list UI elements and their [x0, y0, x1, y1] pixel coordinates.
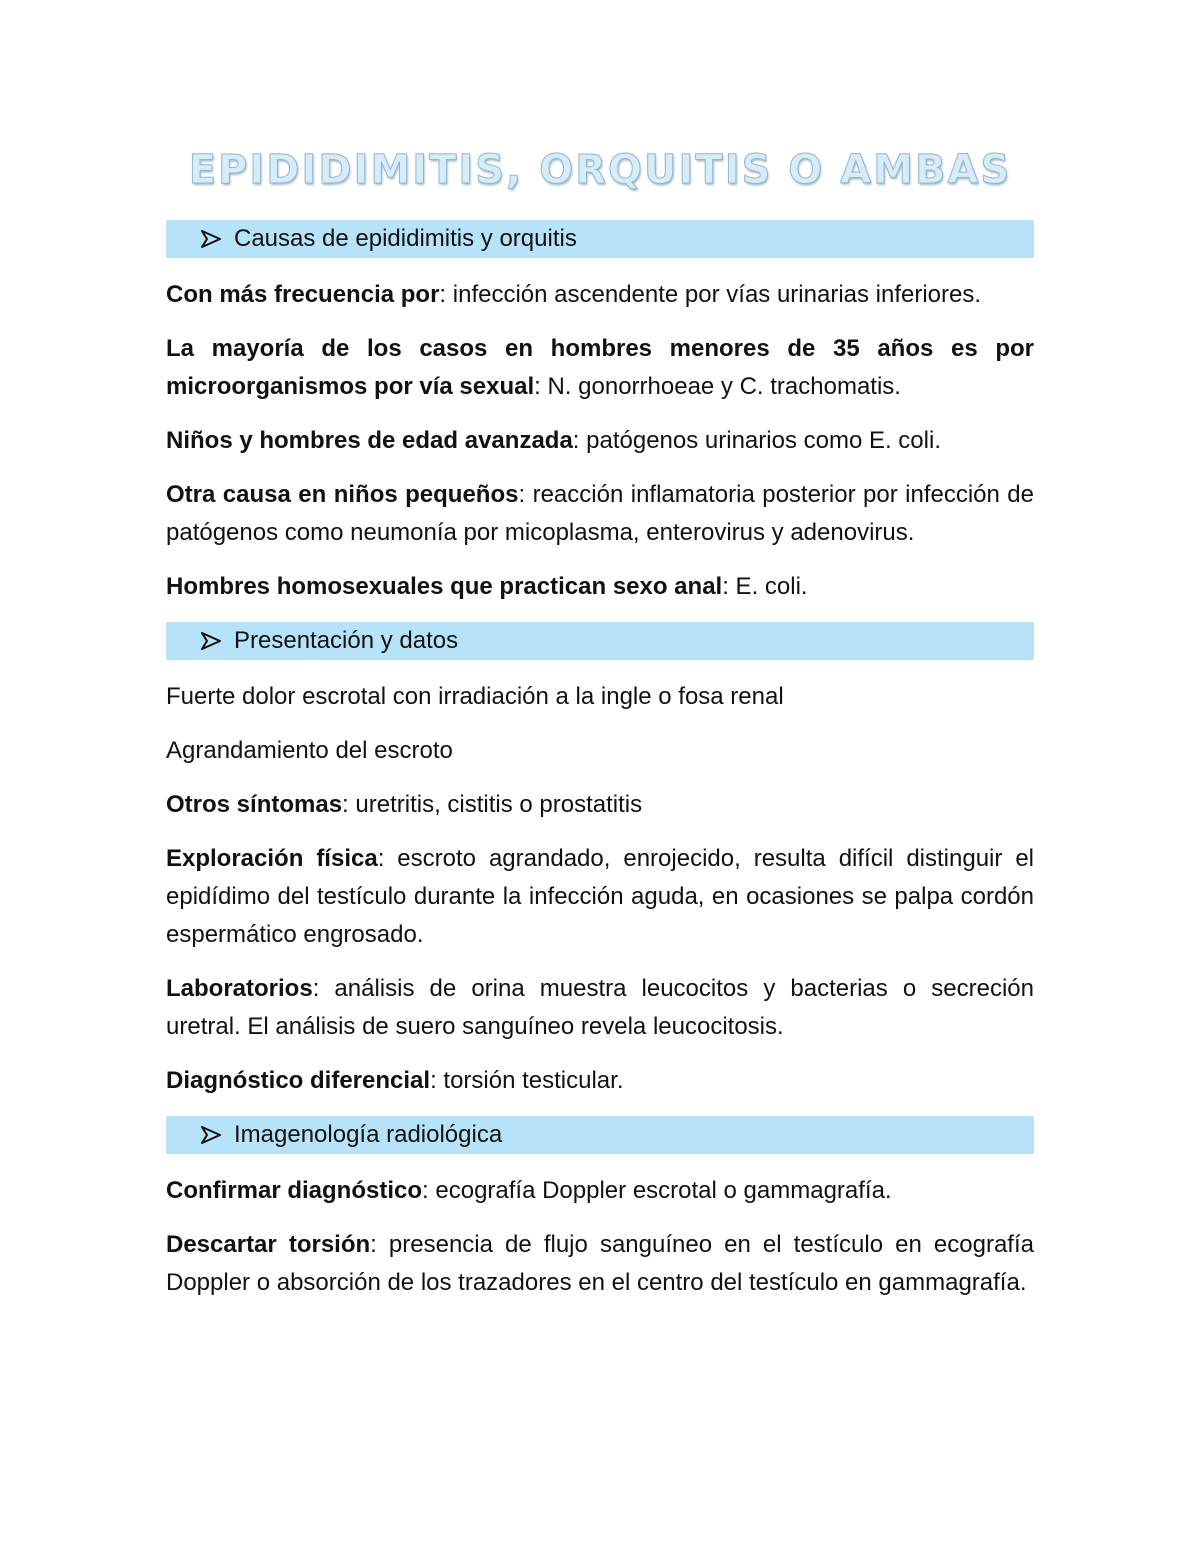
paragraph-label: Niños y hombres de edad avanzada — [166, 427, 573, 454]
paragraph-label: Diagnóstico diferencial — [166, 1067, 431, 1094]
paragraph — [166, 422, 1034, 460]
document-page — [166, 140, 1034, 1318]
paragraph-label: Con más frecuencia por — [166, 281, 440, 308]
paragraph-text: : uretritis, cistitis o prostatitis — [342, 791, 643, 818]
arrow-bullet-icon — [200, 1125, 222, 1145]
paragraph — [166, 1226, 1034, 1302]
paragraph-label: La mayoría de los casos en hombres menores de 35 años es por microorganismos por vía sexual — [166, 335, 1034, 400]
paragraph — [166, 276, 1034, 314]
paragraph — [166, 1062, 1034, 1100]
paragraph-label: Exploración física — [166, 845, 378, 872]
paragraph-text: : escroto agrandado, enrojecido, resulta difícil distinguir el epidídimo del testículo durante la infección aguda, en ocasiones se palpa cordón espermático engrosado. — [166, 845, 1034, 948]
paragraph-text: : patógenos urinarios como E. coli. — [572, 427, 941, 454]
paragraph — [166, 568, 1034, 606]
arrow-bullet-icon — [200, 631, 222, 651]
paragraph-label: Hombres homosexuales que practican sexo anal — [166, 573, 723, 600]
section-heading-imagenologia — [166, 1116, 1034, 1154]
paragraph — [166, 786, 1034, 824]
paragraph — [166, 1172, 1034, 1210]
section-heading-label: Causas de epididimitis y orquitis — [234, 225, 577, 252]
paragraph — [166, 732, 1034, 770]
paragraph-text: : reacción inflamatoria posterior por infección de patógenos como neumonía por micoplasma, enterovirus y adenovirus. — [166, 481, 1034, 546]
paragraph-label: Otros síntomas — [166, 791, 343, 818]
section-heading-presentacion — [166, 622, 1034, 660]
paragraph — [166, 330, 1034, 406]
paragraph — [166, 840, 1034, 954]
paragraph-label: Otra causa en niños pequeños — [166, 481, 519, 508]
paragraph-text: Agrandamiento del escroto — [166, 737, 453, 764]
section-heading-label: Presentación y datos — [234, 627, 459, 654]
paragraph — [166, 678, 1034, 716]
paragraph-label: Confirmar diagnóstico — [166, 1177, 423, 1204]
arrow-bullet-icon — [200, 229, 222, 249]
paragraph-text: : ecografía Doppler escrotal o gammagrafía. — [422, 1177, 892, 1204]
paragraph — [166, 476, 1034, 552]
paragraph-label: Laboratorios — [166, 975, 313, 1002]
paragraph-text: : E. coli. — [722, 573, 808, 600]
paragraph-label: Descartar torsión — [166, 1231, 371, 1258]
section-heading-label: Imagenología radiológica — [234, 1121, 503, 1148]
page-title: EPIDIDIMITIS, ORQUITIS O AMBAS — [188, 147, 1012, 193]
paragraph-text: : N. gonorrhoeae y C. trachomatis. — [534, 373, 901, 400]
paragraph — [166, 970, 1034, 1046]
paragraph-text: : análisis de orina muestra leucocitos y bacterias o secreción uretral. El análisis de suero sanguíneo revela leucocitosis. — [166, 975, 1034, 1040]
paragraph-text: : presencia de flujo sanguíneo en el testículo en ecografía Doppler o absorción de los trazadores en el centro del testículo en gammagrafía. — [166, 1231, 1034, 1296]
paragraph-text: : torsión testicular. — [430, 1067, 624, 1094]
paragraph-text: : infección ascendente por vías urinarias inferiores. — [439, 281, 982, 308]
paragraph-text: Fuerte dolor escrotal con irradiación a la ingle o fosa renal — [166, 683, 784, 710]
section-heading-causas — [166, 220, 1034, 258]
